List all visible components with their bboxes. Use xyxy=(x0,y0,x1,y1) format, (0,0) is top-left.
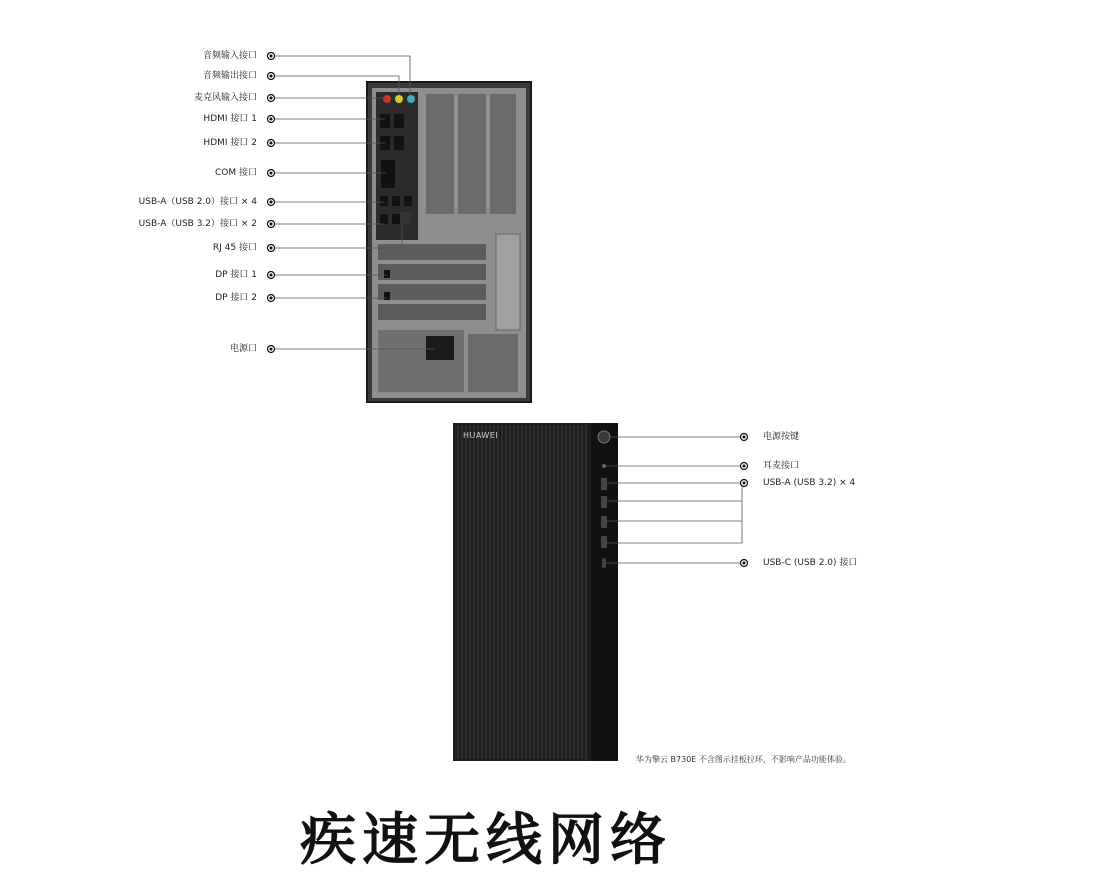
front-label-power-button: 电源按键 xyxy=(763,432,800,442)
front-label-usb-c: USB-C (USB 2.0) 接口 xyxy=(763,558,858,568)
rear-label-usb32: USB-A（USB 3.2）接口 × 2 xyxy=(138,219,257,229)
rear-label-power: 电源口 xyxy=(229,344,257,354)
headline: 疾速无线网络 xyxy=(300,807,672,873)
rear-label-audio-in: 音频输入接口 xyxy=(202,51,257,61)
rear-label-hdmi-1: HDMI 接口 1 xyxy=(203,114,257,124)
rear-chassis xyxy=(367,82,531,402)
front-leader-dot-centers xyxy=(743,436,746,565)
front-label-usb-a: USB-A (USB 3.2) × 4 xyxy=(763,478,856,488)
rear-label-rj45: RJ 45 接口 xyxy=(212,243,257,253)
front-leaders xyxy=(606,437,742,563)
rear-label-mic-in: 麦克风输入接口 xyxy=(193,93,257,103)
rear-label-audio-out: 音频输出接口 xyxy=(202,71,257,81)
rear-label-com: COM 接口 xyxy=(215,168,257,178)
front-leader-dots xyxy=(741,434,748,567)
rear-label-usb20: USB-A（USB 2.0）接口 × 4 xyxy=(138,197,257,207)
rear-leader-dot-centers xyxy=(270,55,273,351)
rear-label-dp-2: DP 接口 2 xyxy=(215,293,257,303)
rear-label-dp-1: DP 接口 1 xyxy=(215,270,257,280)
rear-label-hdmi-2: HDMI 接口 2 xyxy=(203,138,257,148)
brand-logo: HUAWEI xyxy=(463,431,499,440)
front-label-headset: 耳麦接口 xyxy=(763,461,800,471)
front-chassis xyxy=(453,423,618,761)
product-note: 华为擎云 B730E 不含图示挂板拉环，不影响产品功能体验。 xyxy=(636,755,851,764)
